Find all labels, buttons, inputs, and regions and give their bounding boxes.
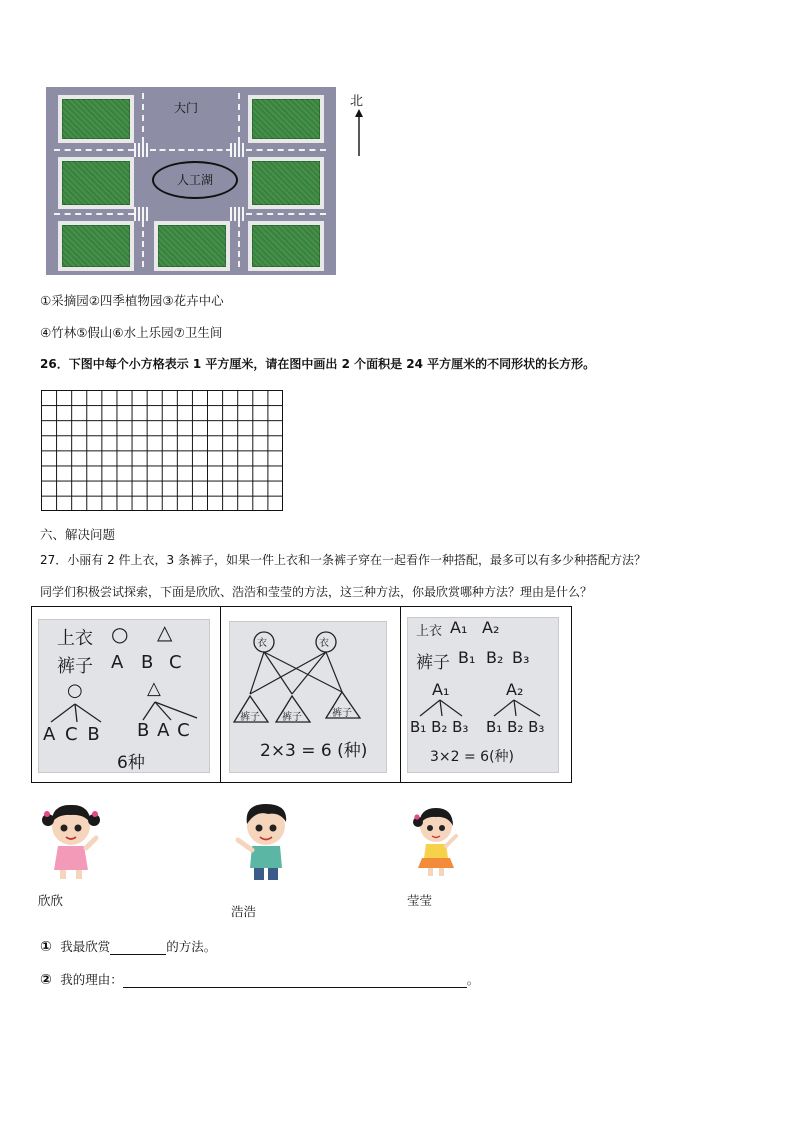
map-gate-label: 大门	[174, 101, 199, 115]
m1-tree2-root: △	[147, 678, 161, 699]
answer-2-prefix: 我的理由：	[60, 972, 123, 987]
crosswalk	[230, 143, 246, 157]
answer-1-number: ①	[40, 939, 52, 955]
girl-yingying-icon	[408, 804, 466, 880]
m1-result: 6种	[117, 753, 145, 773]
map-plot	[58, 95, 134, 143]
drawing-grid[interactable]	[41, 390, 283, 511]
m1-tree2-leaves: B A C	[137, 720, 190, 741]
road-marking	[246, 149, 326, 151]
m3-pants-b2: B₂	[486, 648, 504, 667]
method-box-1	[31, 606, 221, 783]
map-lake: 人工湖	[152, 161, 238, 199]
road-marking	[246, 213, 326, 215]
road-marking	[238, 221, 240, 267]
m1-tree1-leaves: A C B	[43, 724, 100, 745]
question-26: 26．下图中每个小方格表示 1 平方厘米，请在图中画出 2 个面积是 24 平方厘米的不同形状的长方形。	[40, 357, 596, 371]
m1-tops-label: 上衣	[57, 628, 93, 649]
map-legend-line1: ①采摘园②四季植物园③花卉中心	[40, 293, 224, 308]
answer-line-2	[40, 970, 479, 988]
m3-tree1-root: A₁	[432, 680, 450, 699]
m3-tree2-root: A₂	[506, 680, 524, 699]
m3-formula: 3×2 = 6(种)	[430, 749, 515, 765]
m3-pants-b3: B₃	[512, 648, 530, 667]
map-plot	[58, 221, 134, 271]
m2-pants-1: 裤子	[240, 712, 260, 723]
m1-top-triangle: △	[157, 620, 173, 644]
map-plot	[248, 221, 324, 271]
map-plot	[58, 157, 134, 209]
m3-tops-label: 上衣	[416, 624, 443, 639]
crosswalk	[230, 207, 246, 221]
answer-2-blank[interactable]	[123, 973, 467, 988]
m3-tree1-leaves: B₁ B₂ B₃	[410, 718, 469, 736]
m2-shirt-2: 衣	[319, 638, 329, 649]
question-27-line2: 同学们积极尝试探索，下面是欣欣、浩浩和莹莹的方法，这三种方法，你最欣赏哪种方法？理由是什么？	[40, 585, 593, 599]
road-marking	[54, 213, 134, 215]
m2-shirt-1: 衣	[257, 638, 267, 649]
map-plot	[248, 157, 324, 209]
boy-haohao-icon	[232, 800, 294, 884]
road-marking	[142, 221, 144, 267]
m2-pants-3: 裤子	[332, 708, 352, 719]
m1-top-circle: ○	[111, 622, 129, 646]
answer-1-blank[interactable]	[110, 940, 166, 955]
road-marking	[142, 93, 144, 143]
m3-pants-b1: B₁	[458, 648, 476, 667]
road-marking	[238, 93, 240, 143]
girl-xinxin-icon	[38, 800, 104, 882]
method-box-2	[221, 606, 401, 783]
kid-name-haohao: 浩浩	[231, 904, 257, 919]
map-plot	[248, 95, 324, 143]
method-box-3	[401, 606, 572, 783]
method-photo-1	[38, 619, 210, 773]
answer-line-1	[40, 937, 216, 955]
answer-2-number: ②	[40, 972, 52, 988]
m1-tree1-root: ○	[67, 680, 83, 701]
m2-pants-2: 裤子	[282, 712, 302, 723]
m2-formula: 2×3 = 6 (种)	[260, 741, 368, 761]
answer-2-suffix: 。	[466, 972, 480, 987]
road-marking	[150, 149, 232, 151]
m3-top-a1: A₁	[450, 618, 468, 637]
crosswalk	[134, 207, 150, 221]
kid-name-yingying: 莹莹	[407, 893, 433, 908]
method-photo-2	[229, 621, 387, 773]
answer-1-suffix: 的方法。	[166, 939, 217, 954]
m1-pants-c: C	[169, 652, 182, 673]
crosswalk	[134, 143, 150, 157]
method-photo-3	[407, 617, 559, 773]
m1-pants-a: A	[111, 652, 124, 673]
north-arrow-icon	[352, 108, 366, 158]
park-map	[46, 87, 336, 275]
north-label: 北	[350, 94, 364, 109]
m3-pants-label: 裤子	[416, 653, 450, 673]
map-legend-line2: ④竹林⑤假山⑥水上乐园⑦卫生间	[40, 325, 223, 340]
road-marking	[54, 149, 134, 151]
m1-pants-label: 裤子	[57, 656, 93, 677]
answer-1-prefix: 我最欣赏	[60, 939, 111, 954]
question-27-line1: 27．小丽有 2 件上衣，3 条裤子，如果一件上衣和一条裤子穿在一起看作一种搭配，最多可以有多少种搭配方法？	[40, 553, 646, 567]
m3-top-a2: A₂	[482, 618, 500, 637]
map-plot	[154, 221, 230, 271]
section-title: 六、解决问题	[40, 527, 116, 542]
m1-pants-b: B	[141, 652, 154, 673]
kid-name-xinxin: 欣欣	[38, 893, 64, 908]
m3-tree2-leaves: B₁ B₂ B₃	[486, 718, 545, 736]
